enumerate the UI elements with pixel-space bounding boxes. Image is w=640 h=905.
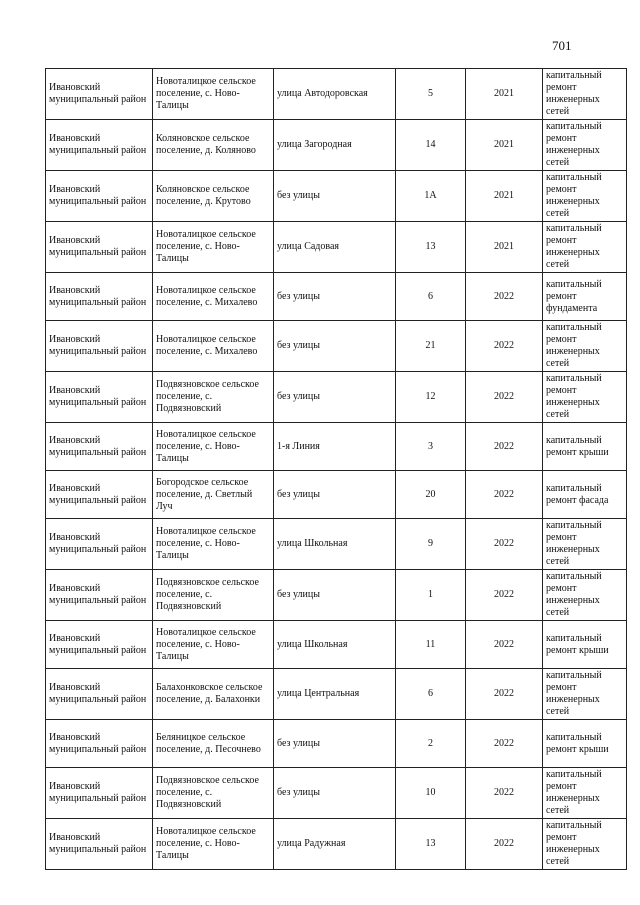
table-row xyxy=(46,471,627,519)
year-cell: 2022 xyxy=(466,768,543,819)
settlement-cell: Новоталицкое сельское поселение, с. Ново-Талицы xyxy=(153,423,274,471)
year-cell: 2022 xyxy=(466,621,543,669)
district-cell: Ивановский муниципальный район xyxy=(46,819,153,870)
table-row xyxy=(46,69,627,120)
table-row xyxy=(46,720,627,768)
work-type-cell: капитальный ремонт инженерных сетей xyxy=(543,120,627,171)
house-number-cell: 14 xyxy=(396,120,466,171)
house-number-cell: 13 xyxy=(396,222,466,273)
district-cell: Ивановский муниципальный район xyxy=(46,372,153,423)
settlement-cell: Коляновское сельское поселение, д. Коляново xyxy=(153,120,274,171)
street-cell: без улицы xyxy=(274,570,396,621)
house-number-cell: 2 xyxy=(396,720,466,768)
page-number: 701 xyxy=(552,38,572,53)
table-row xyxy=(46,819,627,870)
table-row xyxy=(46,570,627,621)
work-type-cell: капитальный ремонт крыши xyxy=(543,423,627,471)
settlement-cell: Подвязновское сельское поселение, с. Подвязновский xyxy=(153,372,274,423)
settlement-cell: Новоталицкое сельское поселение, с. Михалево xyxy=(153,321,274,372)
street-cell: без улицы xyxy=(274,768,396,819)
table-body xyxy=(46,69,627,870)
table-row xyxy=(46,669,627,720)
work-type-cell: капитальный ремонт фундамента xyxy=(543,273,627,321)
district-cell: Ивановский муниципальный район xyxy=(46,321,153,372)
street-cell: улица Школьная xyxy=(274,621,396,669)
district-cell: Ивановский муниципальный район xyxy=(46,669,153,720)
work-type-cell: капитальный ремонт инженерных сетей xyxy=(543,372,627,423)
year-cell: 2022 xyxy=(466,570,543,621)
house-number-cell: 6 xyxy=(396,669,466,720)
table-row xyxy=(46,273,627,321)
settlement-cell: Новоталицкое сельское поселение, с. Ново-Талицы xyxy=(153,621,274,669)
settlement-cell: Богородское сельское поселение, д. Светлый Луч xyxy=(153,471,274,519)
house-number-cell: 6 xyxy=(396,273,466,321)
district-cell: Ивановский муниципальный район xyxy=(46,171,153,222)
table-row xyxy=(46,519,627,570)
year-cell: 2022 xyxy=(466,819,543,870)
year-cell: 2021 xyxy=(466,171,543,222)
street-cell: без улицы xyxy=(274,471,396,519)
district-cell: Ивановский муниципальный район xyxy=(46,423,153,471)
year-cell: 2022 xyxy=(466,471,543,519)
street-cell: улица Садовая xyxy=(274,222,396,273)
table-row xyxy=(46,423,627,471)
work-type-cell: капитальный ремонт инженерных сетей xyxy=(543,669,627,720)
district-cell: Ивановский муниципальный район xyxy=(46,570,153,621)
settlement-cell: Подвязновское сельское поселение, с. Подвязновский xyxy=(153,768,274,819)
repair-schedule-table xyxy=(45,68,627,870)
house-number-cell: 1А xyxy=(396,171,466,222)
work-type-cell: капитальный ремонт инженерных сетей xyxy=(543,519,627,570)
year-cell: 2021 xyxy=(466,120,543,171)
work-type-cell: капитальный ремонт инженерных сетей xyxy=(543,570,627,621)
house-number-cell: 11 xyxy=(396,621,466,669)
house-number-cell: 9 xyxy=(396,519,466,570)
settlement-cell: Новоталицкое сельское поселение, с. Ново-Талицы xyxy=(153,519,274,570)
street-cell: улица Школьная xyxy=(274,519,396,570)
table-row xyxy=(46,120,627,171)
district-cell: Ивановский муниципальный район xyxy=(46,720,153,768)
settlement-cell: Балахонковское сельское поселение, д. Балахонки xyxy=(153,669,274,720)
work-type-cell: капитальный ремонт инженерных сетей xyxy=(543,69,627,120)
house-number-cell: 12 xyxy=(396,372,466,423)
district-cell: Ивановский муниципальный район xyxy=(46,120,153,171)
settlement-cell: Коляновское сельское поселение, д. Крутово xyxy=(153,171,274,222)
street-cell: без улицы xyxy=(274,171,396,222)
street-cell: улица Автодоровская xyxy=(274,69,396,120)
district-cell: Ивановский муниципальный район xyxy=(46,519,153,570)
table-row xyxy=(46,372,627,423)
house-number-cell: 1 xyxy=(396,570,466,621)
year-cell: 2022 xyxy=(466,372,543,423)
street-cell: без улицы xyxy=(274,372,396,423)
district-cell: Ивановский муниципальный район xyxy=(46,273,153,321)
district-cell: Ивановский муниципальный район xyxy=(46,768,153,819)
year-cell: 2022 xyxy=(466,519,543,570)
settlement-cell: Беляницкое сельское поселение, д. Песочнево xyxy=(153,720,274,768)
work-type-cell: капитальный ремонт инженерных сетей xyxy=(543,768,627,819)
district-cell: Ивановский муниципальный район xyxy=(46,471,153,519)
street-cell: без улицы xyxy=(274,321,396,372)
district-cell: Ивановский муниципальный район xyxy=(46,69,153,120)
year-cell: 2022 xyxy=(466,720,543,768)
house-number-cell: 20 xyxy=(396,471,466,519)
table-row xyxy=(46,321,627,372)
table-row xyxy=(46,768,627,819)
street-cell: улица Загородная xyxy=(274,120,396,171)
work-type-cell: капитальный ремонт крыши xyxy=(543,720,627,768)
year-cell: 2022 xyxy=(466,321,543,372)
year-cell: 2021 xyxy=(466,222,543,273)
street-cell: улица Центральная xyxy=(274,669,396,720)
work-type-cell: капитальный ремонт инженерных сетей xyxy=(543,321,627,372)
street-cell: улица Радужная xyxy=(274,819,396,870)
year-cell: 2022 xyxy=(466,423,543,471)
table-row xyxy=(46,222,627,273)
settlement-cell: Подвязновское сельское поселение, с. Подвязновский xyxy=(153,570,274,621)
work-type-cell: капитальный ремонт инженерных сетей xyxy=(543,222,627,273)
house-number-cell: 21 xyxy=(396,321,466,372)
house-number-cell: 5 xyxy=(396,69,466,120)
house-number-cell: 10 xyxy=(396,768,466,819)
work-type-cell: капитальный ремонт инженерных сетей xyxy=(543,819,627,870)
house-number-cell: 13 xyxy=(396,819,466,870)
street-cell: 1-я Линия xyxy=(274,423,396,471)
table-row xyxy=(46,171,627,222)
settlement-cell: Новоталицкое сельское поселение, с. Михалево xyxy=(153,273,274,321)
settlement-cell: Новоталицкое сельское поселение, с. Ново-Талицы xyxy=(153,69,274,120)
street-cell: без улицы xyxy=(274,720,396,768)
work-type-cell: капитальный ремонт фасада xyxy=(543,471,627,519)
year-cell: 2022 xyxy=(466,273,543,321)
year-cell: 2022 xyxy=(466,669,543,720)
district-cell: Ивановский муниципальный район xyxy=(46,222,153,273)
work-type-cell: капитальный ремонт крыши xyxy=(543,621,627,669)
house-number-cell: 3 xyxy=(396,423,466,471)
year-cell: 2021 xyxy=(466,69,543,120)
district-cell: Ивановский муниципальный район xyxy=(46,621,153,669)
work-type-cell: капитальный ремонт инженерных сетей xyxy=(543,171,627,222)
settlement-cell: Новоталицкое сельское поселение, с. Ново-Талицы xyxy=(153,819,274,870)
table-row xyxy=(46,621,627,669)
street-cell: без улицы xyxy=(274,273,396,321)
settlement-cell: Новоталицкое сельское поселение, с. Ново-Талицы xyxy=(153,222,274,273)
